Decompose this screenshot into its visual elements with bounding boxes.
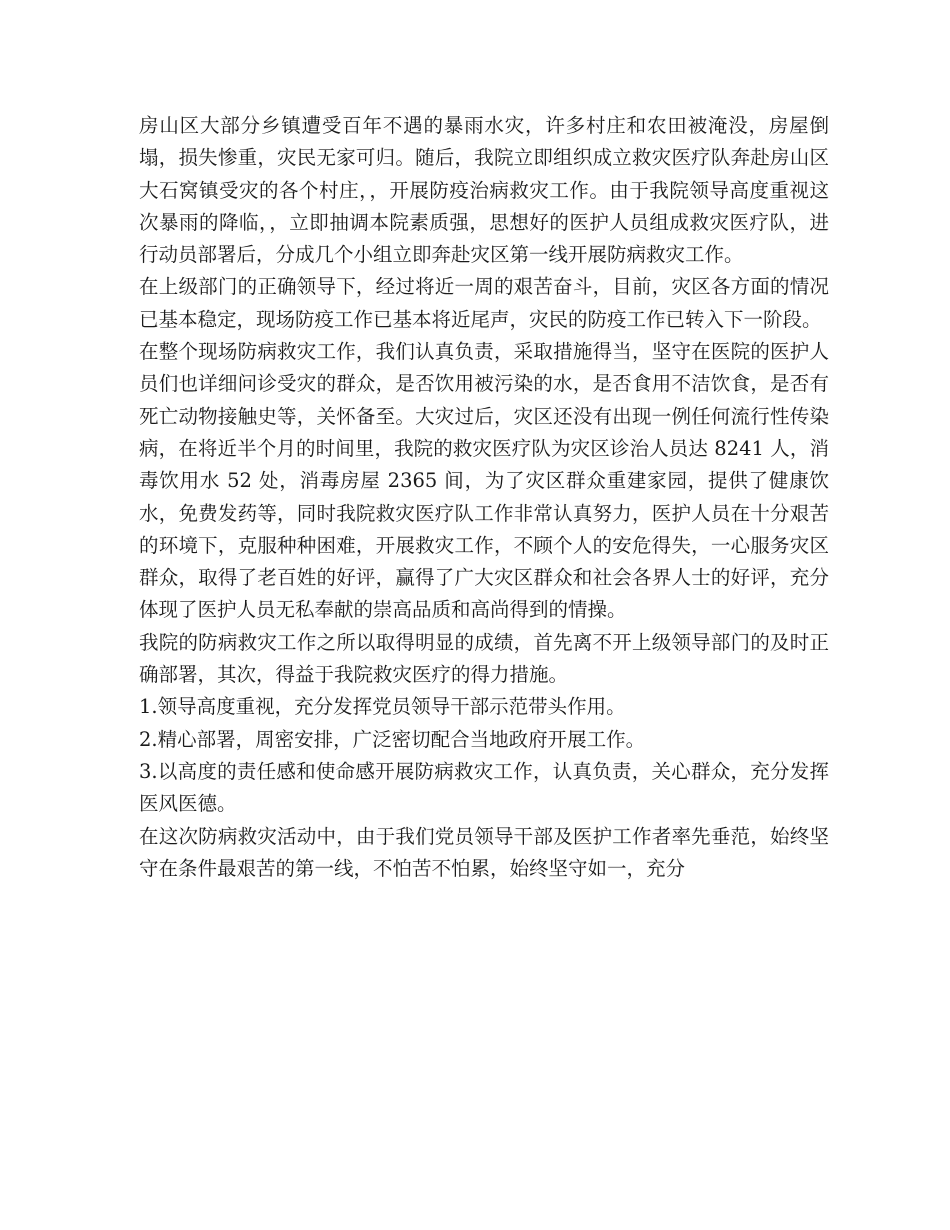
paragraph-flood-response: 房山区大部分乡镇遭受百年不遇的暴雨水灾，许多村庄和农田被淹没，房屋倒塌，损失惨重，灾民无家可归。随后，我院立即组织成立救灾医疗队奔赴房山区大石窝镇受灾的各个村庄，，开展防疫治病救灾工作。由于我院领导高度重视这次暴雨的降临，，立即抽调本院素质强，思想好的医护人员组成救灾医疗队，进行动员部署后，分成几个小组立即奔赴灾区第一线开展防病救灾工作。 bbox=[139, 114, 829, 267]
list-item-3: 3.以高度的责任感和使命感开展防病救灾工作，认真负责，关心群众，充分发挥医风医德。 bbox=[139, 759, 829, 816]
paragraph-fieldwork-results: 在整个现场防病救灾工作，我们认真负责，采取措施得当，坚守在医院的医护人员们也详细问诊受灾的群众，是否饮用被污染的水，是否食用不洁饮食，是否有死亡动物接触史等，关怀备至。大灾过后，灾区还没有出现一例任何流行性传染病，在将近半个月的时间里，我院的救灾医疗队为灾区诊治人员达 8241 人，消毒饮用水 52 处，消毒房屋 2365 间，为了灾区群众重建家园，提供了健康饮水，免费发药等，同时我院救灾医疗队工作非常认真努力，医护人员在十分艰苦的环境下，克服种种困难，开展救灾工作，不顾个人的安危得失，一心服务灾区群众，取得了老百姓的好评，赢得了广大灾区群众和社会各界人士的好评，充分体现了医护人员无私奉献的崇高品质和高尚得到的情操。 bbox=[139, 340, 829, 622]
paragraph-current-situation: 在上级部门的正确领导下，经过将近一周的艰苦奋斗，目前，灾区各方面的情况已基本稳定，现场防疫工作已基本将近尾声，灾民的防疫工作已转入下一阶段。 bbox=[139, 275, 829, 331]
document-body bbox=[139, 110, 829, 885]
paragraph-party-leadership: 在这次防病救灾活动中，由于我们党员领导干部及医护工作者率先垂范，始终坚守在条件最艰苦的第一线，不怕苦不怕累，始终坚守如一，充分 bbox=[139, 824, 829, 880]
paragraph-success-reasons: 我院的防病救灾工作之所以取得明显的成绩，首先离不开上级领导部门的及时正确部署，其次，得益于我院救灾医疗的得力措施。 bbox=[139, 630, 829, 687]
list-item-1: 1.领导高度重视，充分发挥党员领导干部示范带头作用。 bbox=[139, 695, 626, 719]
list-item-2: 2.精心部署，周密安排，广泛密切配合当地政府开展工作。 bbox=[139, 727, 646, 751]
